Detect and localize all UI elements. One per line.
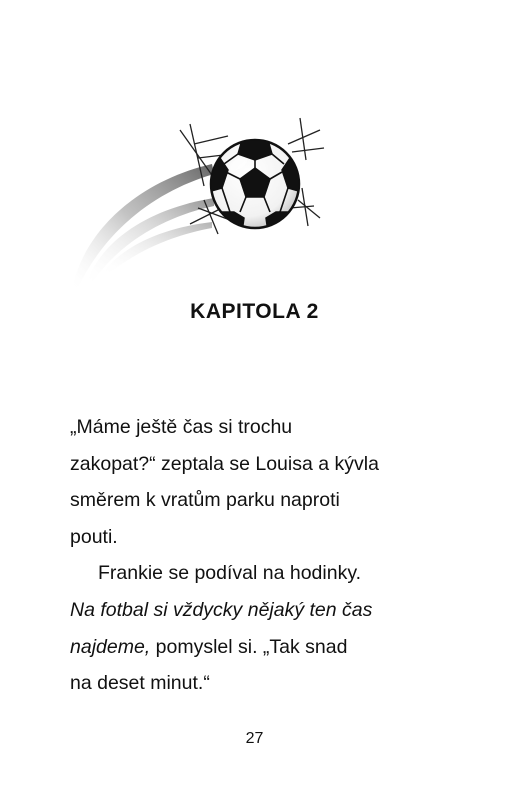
text-line-italic: Na fotbal si vždycky nějaký ten čas xyxy=(70,598,373,621)
soccer-ball-illustration xyxy=(62,108,338,298)
italic-phrase: najdeme, xyxy=(70,635,151,658)
text-line: směrem k vratům parku naproti xyxy=(70,489,340,512)
body-text xyxy=(70,409,460,702)
normal-phrase: pomyslel si. „Tak snad xyxy=(150,635,348,658)
text-line: Frankie se podíval na hodinky. xyxy=(98,562,362,585)
text-line: pouti. xyxy=(70,525,118,548)
text-line-mixed xyxy=(70,629,460,666)
page-number: 27 xyxy=(245,730,264,747)
text-line: zakopat?“ zeptala se Louisa a kývla xyxy=(70,452,379,475)
text-line: „Máme ještě čas si trochu xyxy=(70,416,293,438)
soccer-ball-icon xyxy=(62,108,338,298)
text-line: na deset minut.“ xyxy=(70,672,210,695)
chapter-title: KAPITOLA 2 xyxy=(190,300,319,323)
